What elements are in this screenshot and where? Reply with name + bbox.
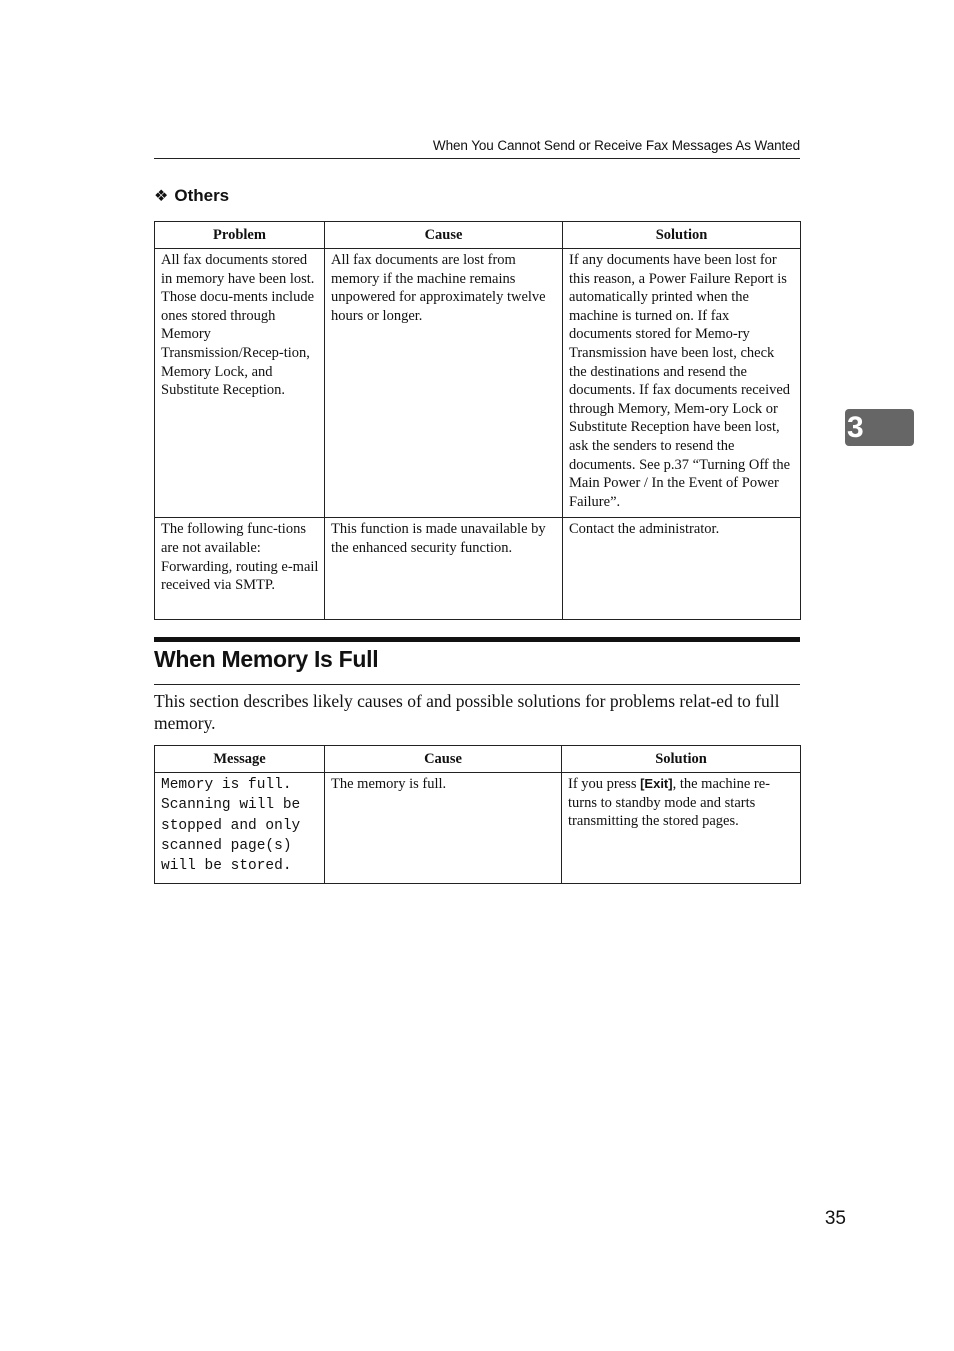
column-header-cause: Cause bbox=[325, 222, 563, 249]
exit-key-label: [Exit] bbox=[640, 776, 673, 791]
column-header-solution: Solution bbox=[563, 222, 801, 249]
solution-text-after: , the machine re-turns to standby mode and starts transmitting the stored pages. bbox=[568, 776, 771, 830]
section-rule bbox=[154, 684, 800, 685]
section-bar bbox=[154, 637, 800, 642]
table-header-row bbox=[155, 746, 801, 773]
solution-text-before: If you press bbox=[568, 776, 641, 792]
problem-cell: All fax documents stored in memory have been lost. Those docu-ments include ones stored through Memory Transmission/Recep-tion, Memory Lock, and Substitute Reception. bbox=[155, 249, 325, 518]
others-subheading bbox=[154, 186, 229, 206]
column-header-cause: Cause bbox=[325, 746, 562, 773]
memory-table bbox=[154, 745, 801, 884]
others-title: Others bbox=[174, 186, 230, 205]
table-row bbox=[155, 518, 801, 620]
section-intro: This section describes likely causes of and possible solutions for problems relat-ed to full memory. bbox=[154, 691, 780, 733]
solution-cell bbox=[562, 773, 801, 884]
others-table bbox=[154, 221, 801, 620]
column-header-message: Message bbox=[155, 746, 325, 773]
page-number: 35 bbox=[824, 1208, 846, 1229]
table-header-row bbox=[155, 222, 801, 249]
cause-cell: The memory is full. bbox=[325, 773, 562, 884]
column-header-solution: Solution bbox=[562, 746, 801, 773]
chapter-tab: 3 bbox=[845, 409, 914, 446]
solution-cell: If any documents have been lost for this reason, a Power Failure Report is automatically printed when the machine is turned on. If fax documents stored for Memo-ry Transmission have been lost, check the destinations and resend the documents. If fax documents received through Memory, Mem-ory Lock or Substitute Reception have been lost, ask the senders to resend the documents. See p.37 “Turning Off the Main Power / In the Event of Power Failure”. bbox=[563, 249, 801, 518]
table-row bbox=[155, 773, 801, 884]
diamond-bullet-icon: ❖ bbox=[154, 188, 169, 205]
problem-cell: The following func-tions are not available: Forwarding, routing e-mail received via SMTP. bbox=[155, 518, 325, 620]
message-cell: Memory is full. Scanning will be stopped and only scanned page(s) will be stored. bbox=[155, 773, 325, 884]
header-rule bbox=[154, 158, 800, 159]
cause-cell: This function is made unavailable by the enhanced security function. bbox=[325, 518, 563, 620]
solution-cell: Contact the administrator. bbox=[563, 518, 801, 620]
running-header: When You Cannot Send or Receive Fax Messages As Wanted bbox=[432, 138, 800, 153]
section-title: When Memory Is Full bbox=[154, 646, 379, 672]
cause-cell: All fax documents are lost from memory if the machine remains unpowered for approximately twelve hours or longer. bbox=[325, 249, 563, 518]
column-header-problem: Problem bbox=[155, 222, 325, 249]
table-row bbox=[155, 249, 801, 518]
